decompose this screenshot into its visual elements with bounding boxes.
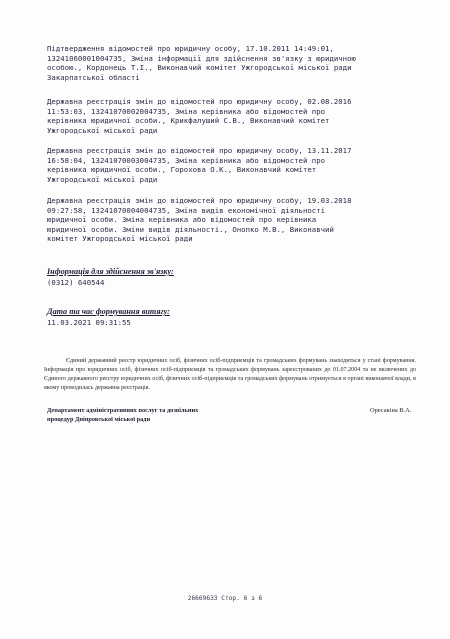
contact-phone: (0312) 640544 — [47, 278, 105, 287]
contact-label: Інформація для здійснення зв'язку: — [47, 267, 174, 276]
entry-line: 13241060001004735, Зміна інформації для здійснення зв'язку з юридичною — [47, 53, 356, 63]
entry-line: комітет Ужгородської міської ради — [47, 234, 193, 244]
entry-line: 11:53:03, 13241070002004735, Зміна керівника або відомостей про — [47, 106, 326, 116]
entry-line: Підтвердження відомостей про юридичну особу, 17.10.2011 14:49:01, — [47, 44, 334, 53]
entry-line: особою., Кордонець Т.І., Виконавчий комітет Ужгородської міської ради — [47, 63, 352, 73]
registry-notice: Єдиний державний реєстр юридичних осіб, фізичних осіб-підприємців та громадських формувань знаходиться у стані формування. Інформація про юридичних осіб, фізичних осіб-підприємців та громадських формувань зареєстрованих до 01.07.2004 та не включених до Єдиного державного реєстру юридичних осіб, фізичних осіб-підприємців та громадських формувань отримується в органі виконавчої влади, в якому проводилась державна реєстрація. — [44, 358, 416, 391]
registration-entry — [47, 146, 427, 184]
registration-entry — [47, 97, 427, 135]
signer-name: Оресакіна В.А. — [370, 407, 412, 414]
entry-line: керівника юридичної особи., Горохова О.К., Виконавчий комітет — [47, 165, 317, 175]
entry-line: Закарпатської області — [47, 72, 140, 82]
department-name — [47, 406, 198, 424]
entry-line: Державна реєстрація змін до відомостей про юридичну особу, 02.08.2016 — [47, 97, 352, 106]
department-line: Департамент адміністративних послуг та дозвільних — [47, 407, 199, 414]
entry-line: 09:27:58, 13241070004004735, Зміна видів економічної діяльності — [47, 205, 326, 215]
entry-line: Ужгородської міської ради — [47, 174, 158, 184]
entry-line: Державна реєстрація змін до відомостей про юридичну особу, 13.11.2017 — [47, 146, 352, 155]
entry-line: Ужгородської міської ради — [47, 125, 158, 135]
entry-line: Державна реєстрація змін до відомостей про юридичну особу, 19.03.2018 — [47, 196, 352, 205]
department-line: процедур Дніпровської міської ради — [47, 416, 151, 423]
entry-line: юридичної особи. Зміни видів діяльності., Онопко М.В., Виконавчий — [47, 224, 334, 234]
extract-date-label: Дата та час формування витягу: — [47, 307, 170, 316]
registration-entry — [47, 196, 427, 244]
registration-entry — [47, 44, 427, 82]
page-footer: 26669633 Стор. 6 з 6 — [187, 595, 263, 602]
entry-line: юридичної особи. Зміна керівника або відомостей про керівника — [47, 215, 317, 225]
entry-line: керівника юридичної особи., Крикфалуший С.В., Виконавчий комітет — [47, 116, 330, 126]
extract-date-value: 11.03.2021 09:31:55 — [47, 318, 131, 327]
entry-line: 16:58:04, 13241070003004735, Зміна керівника або відомостей про — [47, 155, 326, 165]
